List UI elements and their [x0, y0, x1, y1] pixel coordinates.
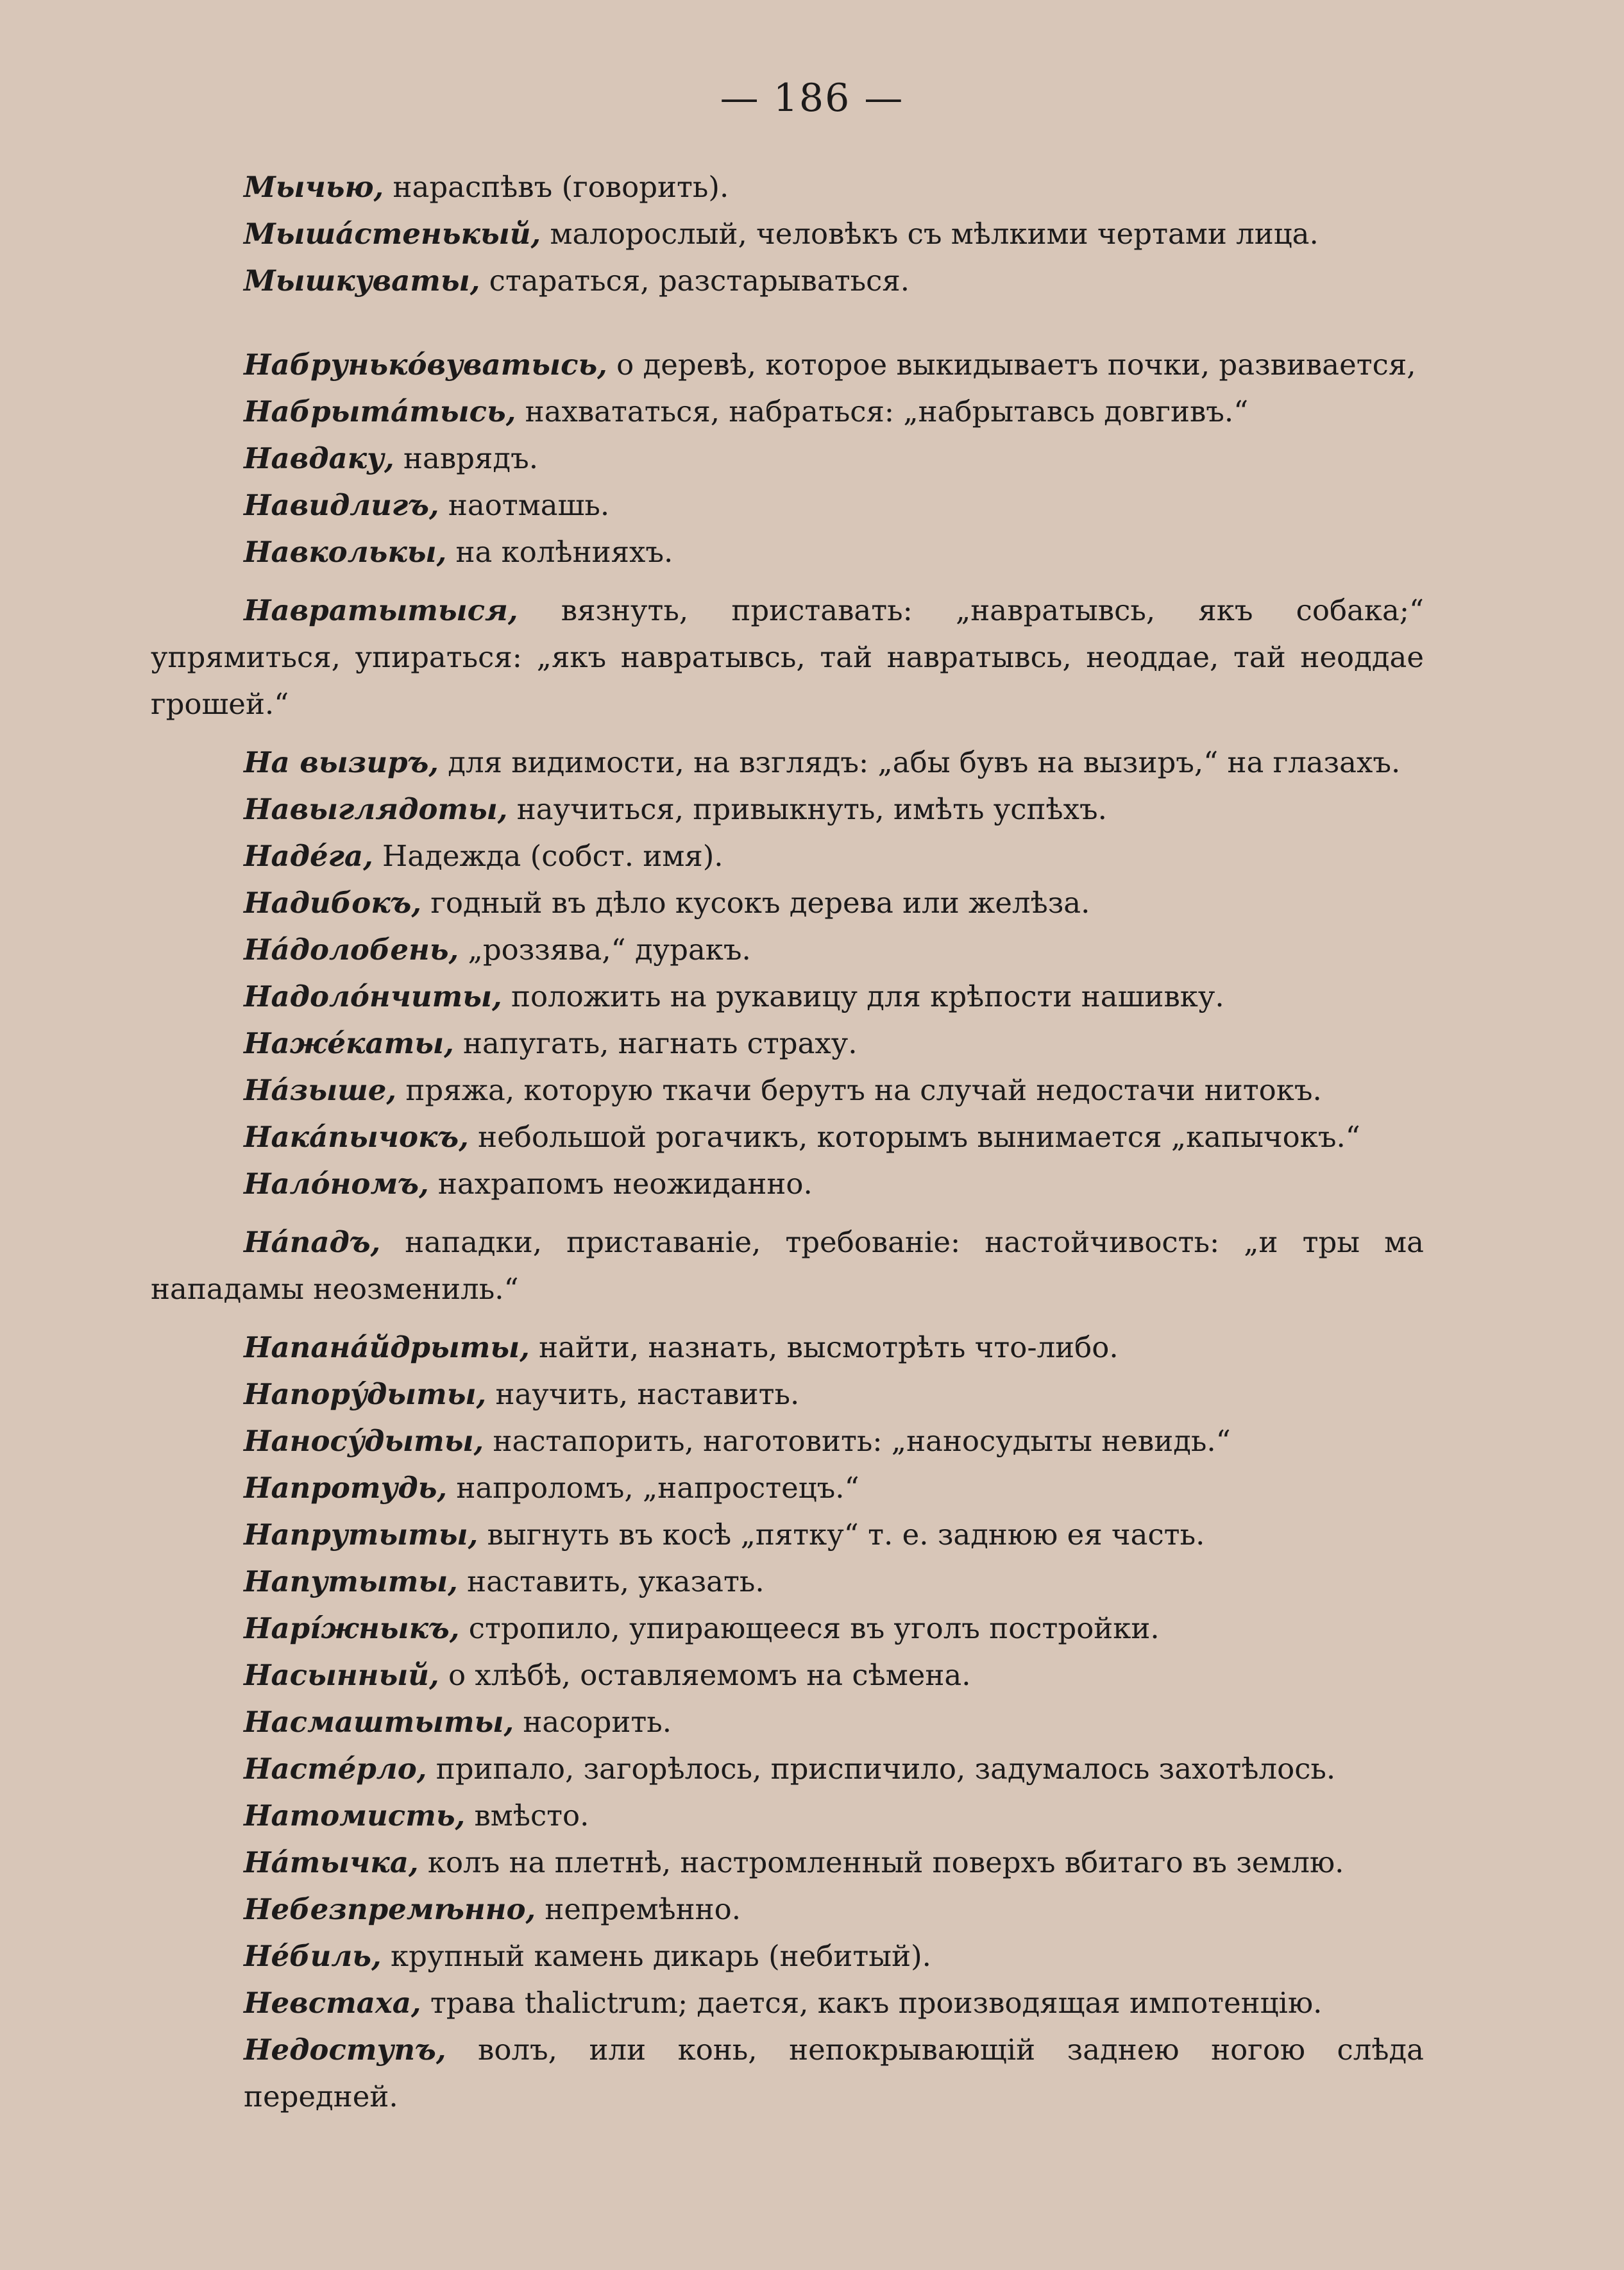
entry-headword: Набрунькóвуватысь, — [244, 348, 607, 382]
dictionary-entry — [151, 1933, 1424, 1979]
entry-headword: Наносýдыты, — [244, 1424, 484, 1458]
page-number: — 186 — — [720, 76, 904, 121]
entry-headword: Нáпадъ, — [244, 1225, 381, 1259]
entry-definition: наврядъ. — [394, 441, 539, 475]
dictionary-entry — [151, 1698, 1424, 1745]
entry-headword: Нáзыше, — [244, 1073, 397, 1107]
entry-headword: Навыглядоты, — [244, 792, 508, 826]
entry-definition: припало, загорѣлось, приспичило, задумалось захотѣлось. — [427, 1752, 1336, 1786]
entry-headword: Напутыты, — [244, 1564, 458, 1598]
entry-definition: „роззява,“ дуракъ. — [459, 933, 751, 967]
entry-definition: научить, наставить. — [486, 1377, 800, 1411]
dictionary-entry — [151, 926, 1424, 973]
dictionary-entry — [151, 587, 1424, 727]
entry-headword: Мышкуваты, — [244, 264, 480, 298]
entry-headword: Надéга, — [244, 839, 373, 873]
entry-definition: крупный камень дикарь (небитый). — [381, 1939, 931, 1973]
entry-headword: Мычью, — [244, 170, 384, 204]
entry-headword: Нéбиль, — [244, 1939, 382, 1973]
entry-headword: Набрытáтысь, — [244, 394, 516, 428]
dictionary-entry — [151, 1652, 1424, 1698]
entry-definition: для видимости, на взглядъ: „абы бувъ на вызиръ,“ на глазахъ. — [438, 745, 1401, 779]
dictionary-entry — [151, 1219, 1424, 1312]
entry-headword: Навколькы, — [244, 535, 447, 569]
dictionary-entry — [151, 1067, 1424, 1114]
entry-headword: Недоступъ, — [244, 2033, 446, 2067]
entry-headword: На вызиръ, — [244, 745, 439, 779]
entry-definition: о деревѣ, которое выкидываетъ почки, развивается, — [607, 348, 1416, 382]
entry-headword: Надибокъ, — [244, 886, 422, 920]
dictionary-entry — [151, 833, 1424, 879]
dictionary-entry — [151, 1160, 1424, 1207]
dictionary-entry — [151, 529, 1424, 575]
dictionary-entry — [151, 341, 1424, 388]
entry-headword: Насмаштыты, — [244, 1705, 514, 1739]
entry-headword: Натомисть, — [244, 1799, 466, 1833]
entry-headword: Налóномъ, — [244, 1167, 429, 1201]
entry-headword: Нáдолобень, — [244, 933, 459, 967]
entry-headword: Нáтычка, — [244, 1845, 419, 1879]
entry-definition: стараться, разстарываться. — [480, 264, 910, 298]
dictionary-entry — [151, 1324, 1424, 1371]
entry-definition: нахрапомъ неожиданно. — [428, 1167, 813, 1201]
entry-headword: Навдаку, — [244, 441, 394, 475]
entry-definition: стропило, упирающееся въ уголъ постройки. — [459, 1611, 1160, 1645]
dictionary-entry — [151, 1418, 1424, 1464]
dictionary-entry — [151, 257, 1424, 304]
entry-definition: Надежда (собст. имя). — [373, 839, 723, 873]
entry-definition: вязнуть, приставать: „навратывсь, якъ собака;“ упрямиться, упираться: „якъ навратывсь, тай навратывсь, неоддае, тай неоддае грошей.“ — [151, 593, 1424, 721]
entry-definition: небольшой рогачикъ, которымъ вынимается „капычокъ.“ — [468, 1120, 1360, 1154]
entry-definition: непремѣнно. — [536, 1892, 741, 1926]
dictionary-entry — [151, 1464, 1424, 1511]
entry-definition: вмѣсто. — [465, 1799, 589, 1833]
entry-definition: наставить, указать. — [457, 1564, 765, 1598]
entry-definition: на колѣнияхъ. — [446, 535, 673, 569]
entry-headword: Надолóнчиты, — [244, 979, 502, 1013]
entry-definition: нахвататься, набраться: „набрытавсь довгивъ.“ — [516, 394, 1249, 428]
dictionary-entry — [151, 739, 1424, 786]
entry-definition: научиться, привыкнуть, имѣть успѣхъ. — [507, 792, 1107, 826]
entry-definition: настапорить, наготовить: „наносудыты невидь.“ — [484, 1424, 1231, 1458]
entry-headword: Напорýдыты, — [244, 1377, 487, 1411]
dictionary-entry — [151, 1020, 1424, 1067]
entry-headword: Мышáстенькый, — [244, 217, 541, 251]
entry-definition: напроломъ, „напростецъ.“ — [447, 1471, 859, 1505]
dictionary-entry — [151, 973, 1424, 1020]
entry-headword: Напрутыты, — [244, 1518, 478, 1552]
dictionary-entry — [151, 164, 1424, 210]
dictionary-entry — [151, 879, 1424, 926]
entry-definition: пряжа, которую ткачи берутъ на случай недостачи нитокъ. — [396, 1073, 1322, 1107]
entry-headword: Нарíжныкъ, — [244, 1611, 460, 1645]
entry-definition: насорить. — [514, 1705, 672, 1739]
entry-definition: годный въ дѣло кусокъ дерева или желѣза. — [421, 886, 1090, 920]
entry-definition: наотмашь. — [439, 488, 610, 522]
dictionary-entry — [151, 1605, 1424, 1652]
dictionary-entry — [151, 1558, 1424, 1605]
dictionary-entry — [151, 1745, 1424, 1792]
entry-headword: Навидлигъ, — [244, 488, 439, 522]
entry-definition: о хлѣбѣ, оставляемомъ на сѣмена. — [439, 1658, 971, 1692]
dictionary-entry — [151, 435, 1424, 482]
entry-definition: положить на рукавицу для крѣпости нашивку. — [502, 979, 1224, 1013]
entry-definition: малорослый, человѣкъ съ мѣлкими чертами лица. — [541, 217, 1319, 251]
entry-definition: напугать, нагнать страху. — [453, 1026, 858, 1060]
dictionary-entry — [151, 1792, 1424, 1839]
entry-definition: найти, назнать, высмотрѣть что-либо. — [529, 1330, 1119, 1364]
dictionary-entry — [151, 1886, 1424, 1933]
entry-headword: Нажéкаты, — [244, 1026, 454, 1060]
dictionary-entry — [151, 210, 1424, 257]
entry-definition: волъ, или конь, непокрывающiй заднею ногою слѣда передней. — [244, 2033, 1424, 2113]
entry-definition: трава thalictrum; дается, какъ производящая импотенцiю. — [421, 1986, 1323, 2020]
entry-headword: Настéрло, — [244, 1752, 427, 1786]
dictionary-entry — [151, 1979, 1424, 2026]
dictionary-entry — [151, 1371, 1424, 1418]
entry-headword: Напротудь, — [244, 1471, 448, 1505]
dictionary-entry — [151, 1839, 1424, 1886]
entry-headword: Невстаха, — [244, 1986, 421, 2020]
entry-headword: Навратытыся, — [244, 593, 518, 627]
dictionary-entry — [151, 2026, 1424, 2120]
dictionary-entry — [151, 388, 1424, 435]
dictionary-entry — [151, 482, 1424, 529]
entry-headword: Насынный, — [244, 1658, 439, 1692]
entry-headword: Накáпычокъ, — [244, 1120, 469, 1154]
dictionary-entries — [151, 164, 1424, 2120]
entry-definition: колъ на плетнѣ, настромленный поверхъ вбитаго въ землю. — [418, 1845, 1344, 1879]
dictionary-entry — [151, 1511, 1424, 1558]
dictionary-entry — [151, 786, 1424, 833]
entry-definition: нараспѣвъ (говорить). — [384, 170, 729, 204]
entry-headword: Небезпремѣнно, — [244, 1892, 536, 1926]
dictionary-entry — [151, 1114, 1424, 1160]
entry-headword: Напанáйдрыты, — [244, 1330, 530, 1364]
entry-definition: нападки, приставанiе, требованiе: настойчивость: „и тры ма нападамы неозмениль.“ — [151, 1225, 1424, 1306]
entry-definition: выгнуть въ косѣ „пятку“ т. е. заднюю ея часть. — [478, 1518, 1205, 1552]
